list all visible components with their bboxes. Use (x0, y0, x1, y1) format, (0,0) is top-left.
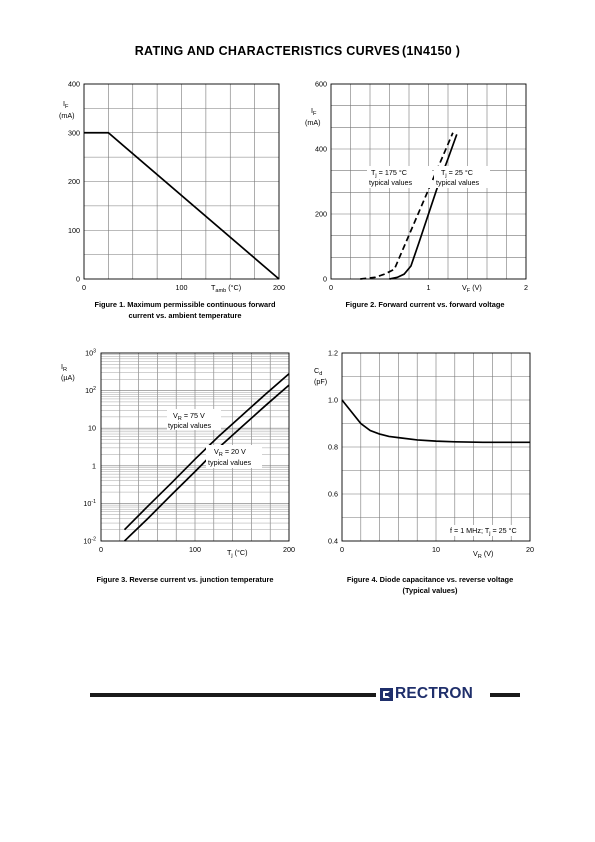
fig3-series-75v-label: $V_R = 75$ V (173, 411, 205, 422)
fig2-x-tick-label: 0 (329, 283, 333, 292)
fig4-y-tick-label: 0.8 (328, 442, 338, 452)
fig4-annotation: f = 1 MHz; $T_j = 25$ °C (450, 526, 517, 537)
fig4-x-axis-label: $V_R$ (V) (473, 549, 494, 560)
fig1-x-tick-label: 100 (175, 283, 188, 292)
fig2-x-tick-label: 2 (524, 283, 528, 292)
fig3-x-tick-label: 200 (283, 545, 295, 554)
fig4-y-tick-label: 1.0 (328, 395, 338, 405)
fig3-y-tick-label: $10^3$ (85, 348, 96, 358)
fig2-y-tick-label: 0 (323, 274, 327, 284)
fig1-x-axis-label: $T_{amb}$ (°C) (211, 283, 242, 294)
fig2-series-25c-label-line2: typical values (436, 178, 480, 187)
fig3-series-75v-label-line2: typical values (168, 421, 212, 430)
model-number: (1N4150 ) (401, 44, 461, 58)
page-title-text: RATING AND CHARACTERISTICS CURVES (134, 44, 400, 58)
fig2-y-axis-unit: (mA) (305, 118, 321, 127)
fig2-x-tick-label: 1 (426, 283, 431, 292)
fig4-x-tick-label: 10 (432, 545, 440, 554)
fig1-y-tick-label: 100 (68, 225, 80, 235)
rectron-logo-icon (380, 688, 393, 701)
brand-logo (380, 684, 473, 704)
fig3-series-20v-label-line2: typical values (208, 458, 252, 467)
fig4-y-tick-label: 0.6 (328, 489, 338, 499)
figure-2-caption-line-1: Figure 2. Forward current vs. forward voltage (345, 300, 505, 309)
fig2-y-tick-label: 200 (315, 209, 327, 219)
brand-name: RECTRON (395, 685, 474, 702)
fig1-x-tick-label: 200 (273, 283, 285, 292)
fig4-y-axis-unit: (pF) (314, 377, 328, 386)
fig1-x-tick-label: 0 (82, 283, 86, 292)
fig3-y-axis-label: $I_R$ (61, 362, 68, 373)
fig2-series-175c-label-line2: typical values (369, 178, 413, 187)
fig3-x-axis-label: $T_j$ (°C) (227, 548, 248, 559)
fig4-y-tick-label: 1.2 (328, 348, 338, 358)
footer-rule-left (90, 693, 376, 697)
figure-4-caption-line-1: Figure 4. Diode capacitance vs. reverse voltage (346, 575, 514, 584)
figure-4-caption (310, 575, 550, 596)
fig2-y-axis-label: $I_F$ (311, 106, 317, 117)
fig3-x-tick-label: 0 (99, 545, 103, 554)
figure-3-caption-line-1: Figure 3. Reverse current vs. junction temperature (96, 575, 274, 584)
fig3-y-tick-label: 10 (88, 423, 96, 433)
fig2-y-tick-label: 400 (315, 144, 327, 154)
fig3-y-axis-unit: (µA) (61, 373, 75, 382)
fig4-y-tick-label: 0.4 (328, 536, 338, 546)
footer-rule-right (490, 693, 520, 697)
fig1-y-tick-label: 200 (68, 177, 80, 186)
fig3-x-tick-label: 100 (189, 545, 201, 554)
figure-4-caption-line-2: (Typical values) (402, 585, 458, 595)
fig4-x-tick-label: 20 (526, 545, 534, 554)
fig1-y-axis-label: $I_F$ (63, 99, 69, 110)
fig3-y-tick-label: 1 (92, 461, 96, 471)
fig3-y-tick-label: $10^2$ (85, 386, 96, 396)
fig3-y-tick-label: $10^{-2}$ (83, 536, 96, 546)
figure-1-caption-line-1: Figure 1. Maximum permissible continuous forward (94, 300, 276, 309)
fig3-y-tick-label: $10^{-1}$ (83, 498, 96, 508)
fig1-y-tick-label: 0 (76, 274, 80, 284)
fig3-series-20v-label: $V_R = 20$ V (214, 447, 246, 458)
fig1-y-tick-label: 400 (68, 79, 80, 89)
figure-1-caption-line-2: current vs. ambient temperature (128, 310, 242, 320)
fig4-x-tick-label: 0 (340, 545, 344, 554)
fig2-series-25c-label: $T_j = 25$ °C (441, 168, 473, 179)
fig2-series-175c-label: $T_j = 175$ °C (371, 168, 407, 179)
fig2-x-axis-label: $V_F$ (V) (462, 283, 482, 294)
fig1-y-axis-unit: (mA) (59, 111, 75, 120)
fig1-y-tick-label: 300 (68, 128, 80, 138)
fig4-y-axis-label: $C_d$ (314, 366, 323, 377)
fig2-y-tick-label: 600 (315, 79, 327, 89)
